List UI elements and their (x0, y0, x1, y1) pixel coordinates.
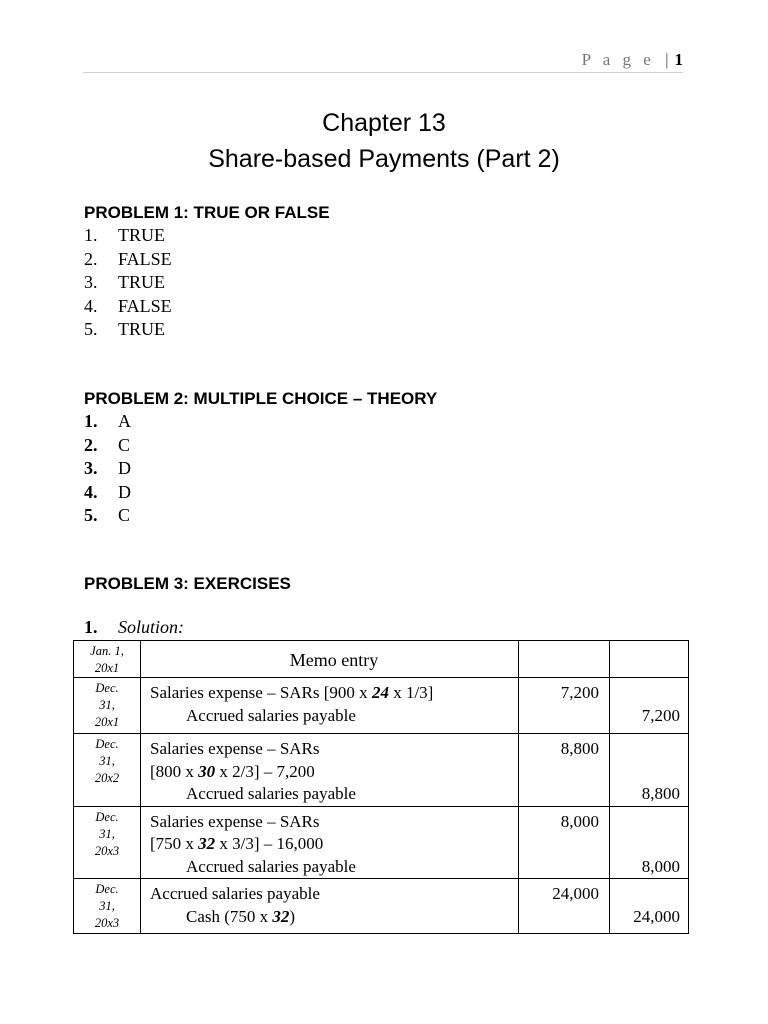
debit-cell (519, 678, 610, 734)
problem2-answer-list (84, 410, 131, 528)
list-item (84, 271, 172, 295)
table-row (74, 641, 689, 678)
date-line: 31, (99, 754, 115, 768)
list-item (84, 224, 172, 248)
computation: [750 x (150, 834, 199, 853)
list-item (84, 481, 131, 505)
item-answer: C (118, 505, 131, 526)
list-item (84, 295, 172, 319)
debit-amount: 8,000 (560, 811, 599, 831)
credit-account: Accrued salaries payable (186, 784, 356, 803)
table-row (74, 678, 689, 734)
page-header (83, 50, 683, 73)
item-number: 3. (84, 272, 98, 293)
chapter-subtitle: Share-based Payments (Part 2) (208, 145, 560, 173)
computation-price: 32 (272, 906, 290, 926)
computation-price: 24 (371, 683, 389, 702)
date-line: Dec. (95, 809, 119, 824)
page-separator: | (665, 50, 669, 69)
item-number: 1. (84, 225, 98, 245)
computation: [900 x (323, 683, 372, 702)
credit-account: Cash (750 x (186, 906, 273, 926)
item-answer: FALSE (118, 248, 172, 269)
debit-amount: 7,200 (560, 683, 599, 702)
list-item (84, 457, 131, 481)
description-cell (141, 879, 519, 934)
date-cell (74, 678, 141, 734)
credit-amount: 8,800 (641, 784, 680, 803)
item-answer: TRUE (118, 319, 165, 340)
credit-cell (610, 678, 689, 734)
list-item (84, 410, 131, 434)
solution-text: Solution: (118, 617, 184, 637)
solution-number: 1. (84, 617, 98, 637)
credit-account: Accrued salaries payable (186, 705, 356, 725)
item-answer: TRUE (118, 225, 165, 245)
computation: x 1/3] (388, 683, 434, 702)
credit-amount: 24,000 (633, 906, 680, 926)
solution-label (84, 617, 184, 638)
table-row (74, 734, 689, 807)
credit-amount: 8,000 (641, 856, 680, 876)
description-cell (141, 678, 519, 734)
list-item (84, 318, 172, 342)
page-label: P a g e (581, 50, 655, 69)
date-cell (74, 734, 141, 807)
debit-cell (519, 734, 610, 807)
date-line: Dec. (95, 737, 119, 751)
item-answer: C (118, 434, 131, 455)
item-answer: FALSE (118, 295, 172, 316)
date-line: 20x1 (94, 715, 120, 729)
chapter-title: Chapter 13 (322, 109, 446, 137)
credit-cell (610, 641, 689, 678)
date-line: 31, (99, 826, 115, 841)
item-number: 4. (84, 481, 98, 502)
journal-entries-table (73, 640, 689, 934)
item-number: 2. (84, 434, 98, 455)
problem1-heading: PROBLEM 1: TRUE OR FALSE (84, 203, 330, 222)
date-line: Dec. (95, 681, 119, 695)
problem2-heading: PROBLEM 2: MULTIPLE CHOICE – THEORY (84, 389, 438, 408)
computation-price: 32 (198, 834, 216, 853)
debit-cell (519, 806, 610, 879)
page-number: 1 (674, 50, 683, 69)
item-number: 4. (84, 295, 98, 316)
date-line: 20x2 (94, 771, 120, 785)
computation: x 2/3] – 7,200 (215, 761, 315, 781)
list-item (84, 248, 172, 272)
item-answer: D (118, 458, 131, 479)
problem3-heading: PROBLEM 3: EXERCISES (84, 574, 291, 593)
table-row (74, 806, 689, 879)
date-line: 20x1 (94, 661, 120, 675)
memo-entry-cell: Memo entry (141, 641, 519, 678)
item-number: 5. (84, 319, 98, 340)
computation-price: 30 (198, 761, 216, 781)
item-number: 2. (84, 248, 98, 269)
debit-amount: 8,800 (560, 739, 599, 758)
item-number: 3. (84, 458, 98, 479)
list-item (84, 434, 131, 458)
description-cell (141, 806, 519, 879)
date-cell (74, 641, 141, 678)
computation: ) (289, 906, 296, 926)
date-line: 20x3 (94, 843, 120, 858)
date-line: 20x3 (94, 916, 120, 930)
debit-account: Salaries expense – SARs (150, 739, 320, 758)
item-answer: A (118, 411, 131, 431)
table-row (74, 879, 689, 934)
computation: x 3/3] – 16,000 (215, 834, 324, 853)
date-line: 31, (99, 698, 115, 712)
debit-cell (519, 879, 610, 934)
debit-account: Salaries expense – SARs (150, 683, 320, 702)
debit-amount: 24,000 (552, 884, 599, 903)
credit-cell (610, 806, 689, 879)
description-cell (141, 734, 519, 807)
date-line: 31, (99, 899, 115, 913)
credit-amount: 7,200 (641, 705, 680, 725)
date-cell (74, 806, 141, 879)
credit-cell (610, 879, 689, 934)
list-item (84, 504, 131, 528)
item-number: 5. (84, 505, 98, 526)
problem1-answer-list (84, 224, 172, 342)
computation: [800 x (150, 761, 199, 781)
item-number: 1. (84, 411, 98, 431)
item-answer: D (118, 481, 131, 502)
date-cell (74, 879, 141, 934)
credit-account: Accrued salaries payable (186, 856, 356, 876)
date-line: Jan. 1, (90, 644, 124, 658)
debit-account: Salaries expense – SARs (150, 811, 320, 831)
date-line: Dec. (95, 882, 119, 896)
debit-cell (519, 641, 610, 678)
debit-account: Accrued salaries payable (150, 884, 320, 903)
credit-cell (610, 734, 689, 807)
item-answer: TRUE (118, 272, 165, 293)
